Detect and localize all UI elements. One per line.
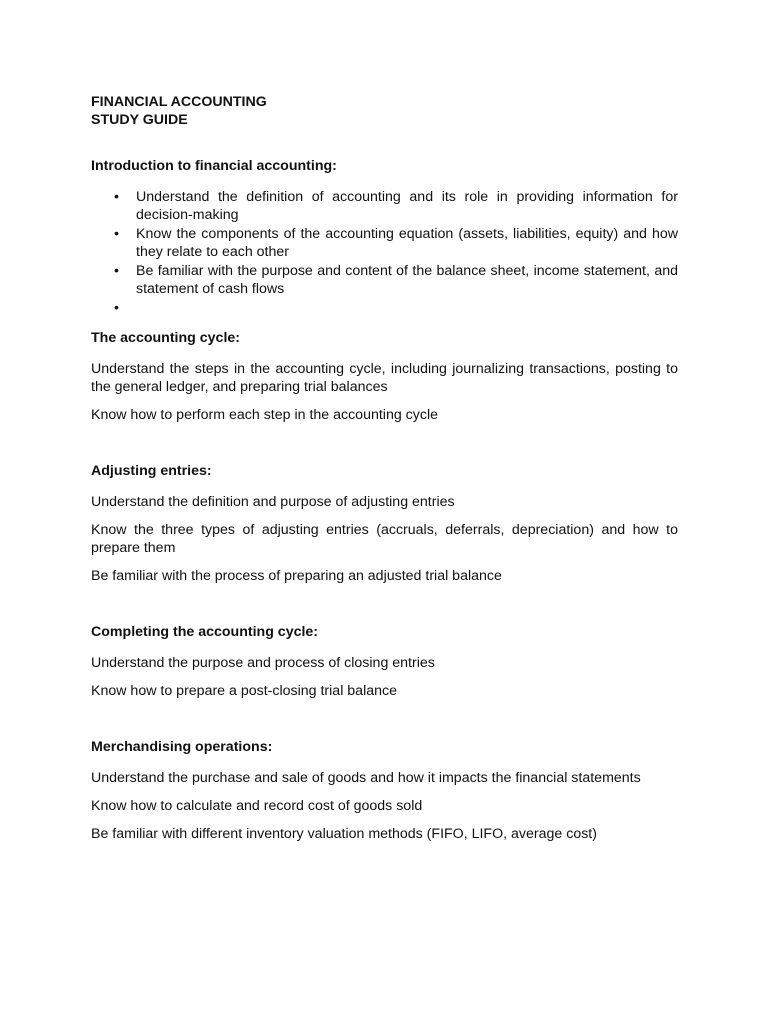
document-title: FINANCIAL ACCOUNTING — [91, 94, 267, 110]
document-subtitle: STUDY GUIDE — [91, 112, 188, 128]
bullet-item — [91, 299, 678, 317]
bullet-text: Understand the definition of accounting and its role in providing information for decision-making — [136, 189, 678, 223]
paragraph: Know the three types of adjusting entries (accruals, deferrals, depreciation) and how to prepare them — [91, 522, 678, 556]
bullet-icon: • — [114, 263, 119, 279]
paragraph: Be familiar with different inventory valuation methods (FIFO, LIFO, average cost) — [91, 826, 597, 842]
paragraph: Be familiar with the process of preparing an adjusted trial balance — [91, 568, 502, 584]
title-block — [91, 93, 678, 129]
section-merchandising — [91, 738, 678, 843]
bullet-icon: • — [114, 300, 119, 316]
paragraph: Understand the steps in the accounting cycle, including journalizing transactions, posting to the general ledger, and preparing trial balances — [91, 361, 678, 395]
section-heading: Adjusting entries: — [91, 463, 212, 479]
paragraph: Know how to prepare a post-closing trial balance — [91, 683, 397, 699]
bullet-icon: • — [114, 226, 119, 242]
bullet-icon: • — [114, 189, 119, 205]
section-heading: Completing the accounting cycle: — [91, 624, 319, 640]
bullet-text: Know the components of the accounting equation (assets, liabilities, equity) and how they relate to each other — [136, 226, 678, 260]
paragraph: Know how to perform each step in the accounting cycle — [91, 407, 438, 423]
section-adjusting-entries — [91, 462, 678, 585]
section-completing-cycle — [91, 623, 678, 700]
section-heading: Merchandising operations: — [91, 739, 273, 755]
paragraph: Understand the definition and purpose of adjusting entries — [91, 494, 455, 510]
section-introduction — [91, 157, 678, 317]
paragraph: Know how to calculate and record cost of goods sold — [91, 798, 423, 814]
section-heading: The accounting cycle: — [91, 330, 241, 346]
bullet-item — [91, 225, 678, 261]
section-heading: Introduction to financial accounting: — [91, 158, 337, 174]
bullet-list — [91, 188, 678, 317]
paragraph: Understand the purpose and process of closing entries — [91, 655, 435, 671]
bullet-item — [91, 262, 678, 298]
paragraph: Understand the purchase and sale of goods and how it impacts the financial statements — [91, 770, 641, 786]
bullet-text: Be familiar with the purpose and content of the balance sheet, income statement, and statement of cash flows — [136, 263, 678, 297]
bullet-item — [91, 188, 678, 224]
section-accounting-cycle — [91, 329, 678, 424]
